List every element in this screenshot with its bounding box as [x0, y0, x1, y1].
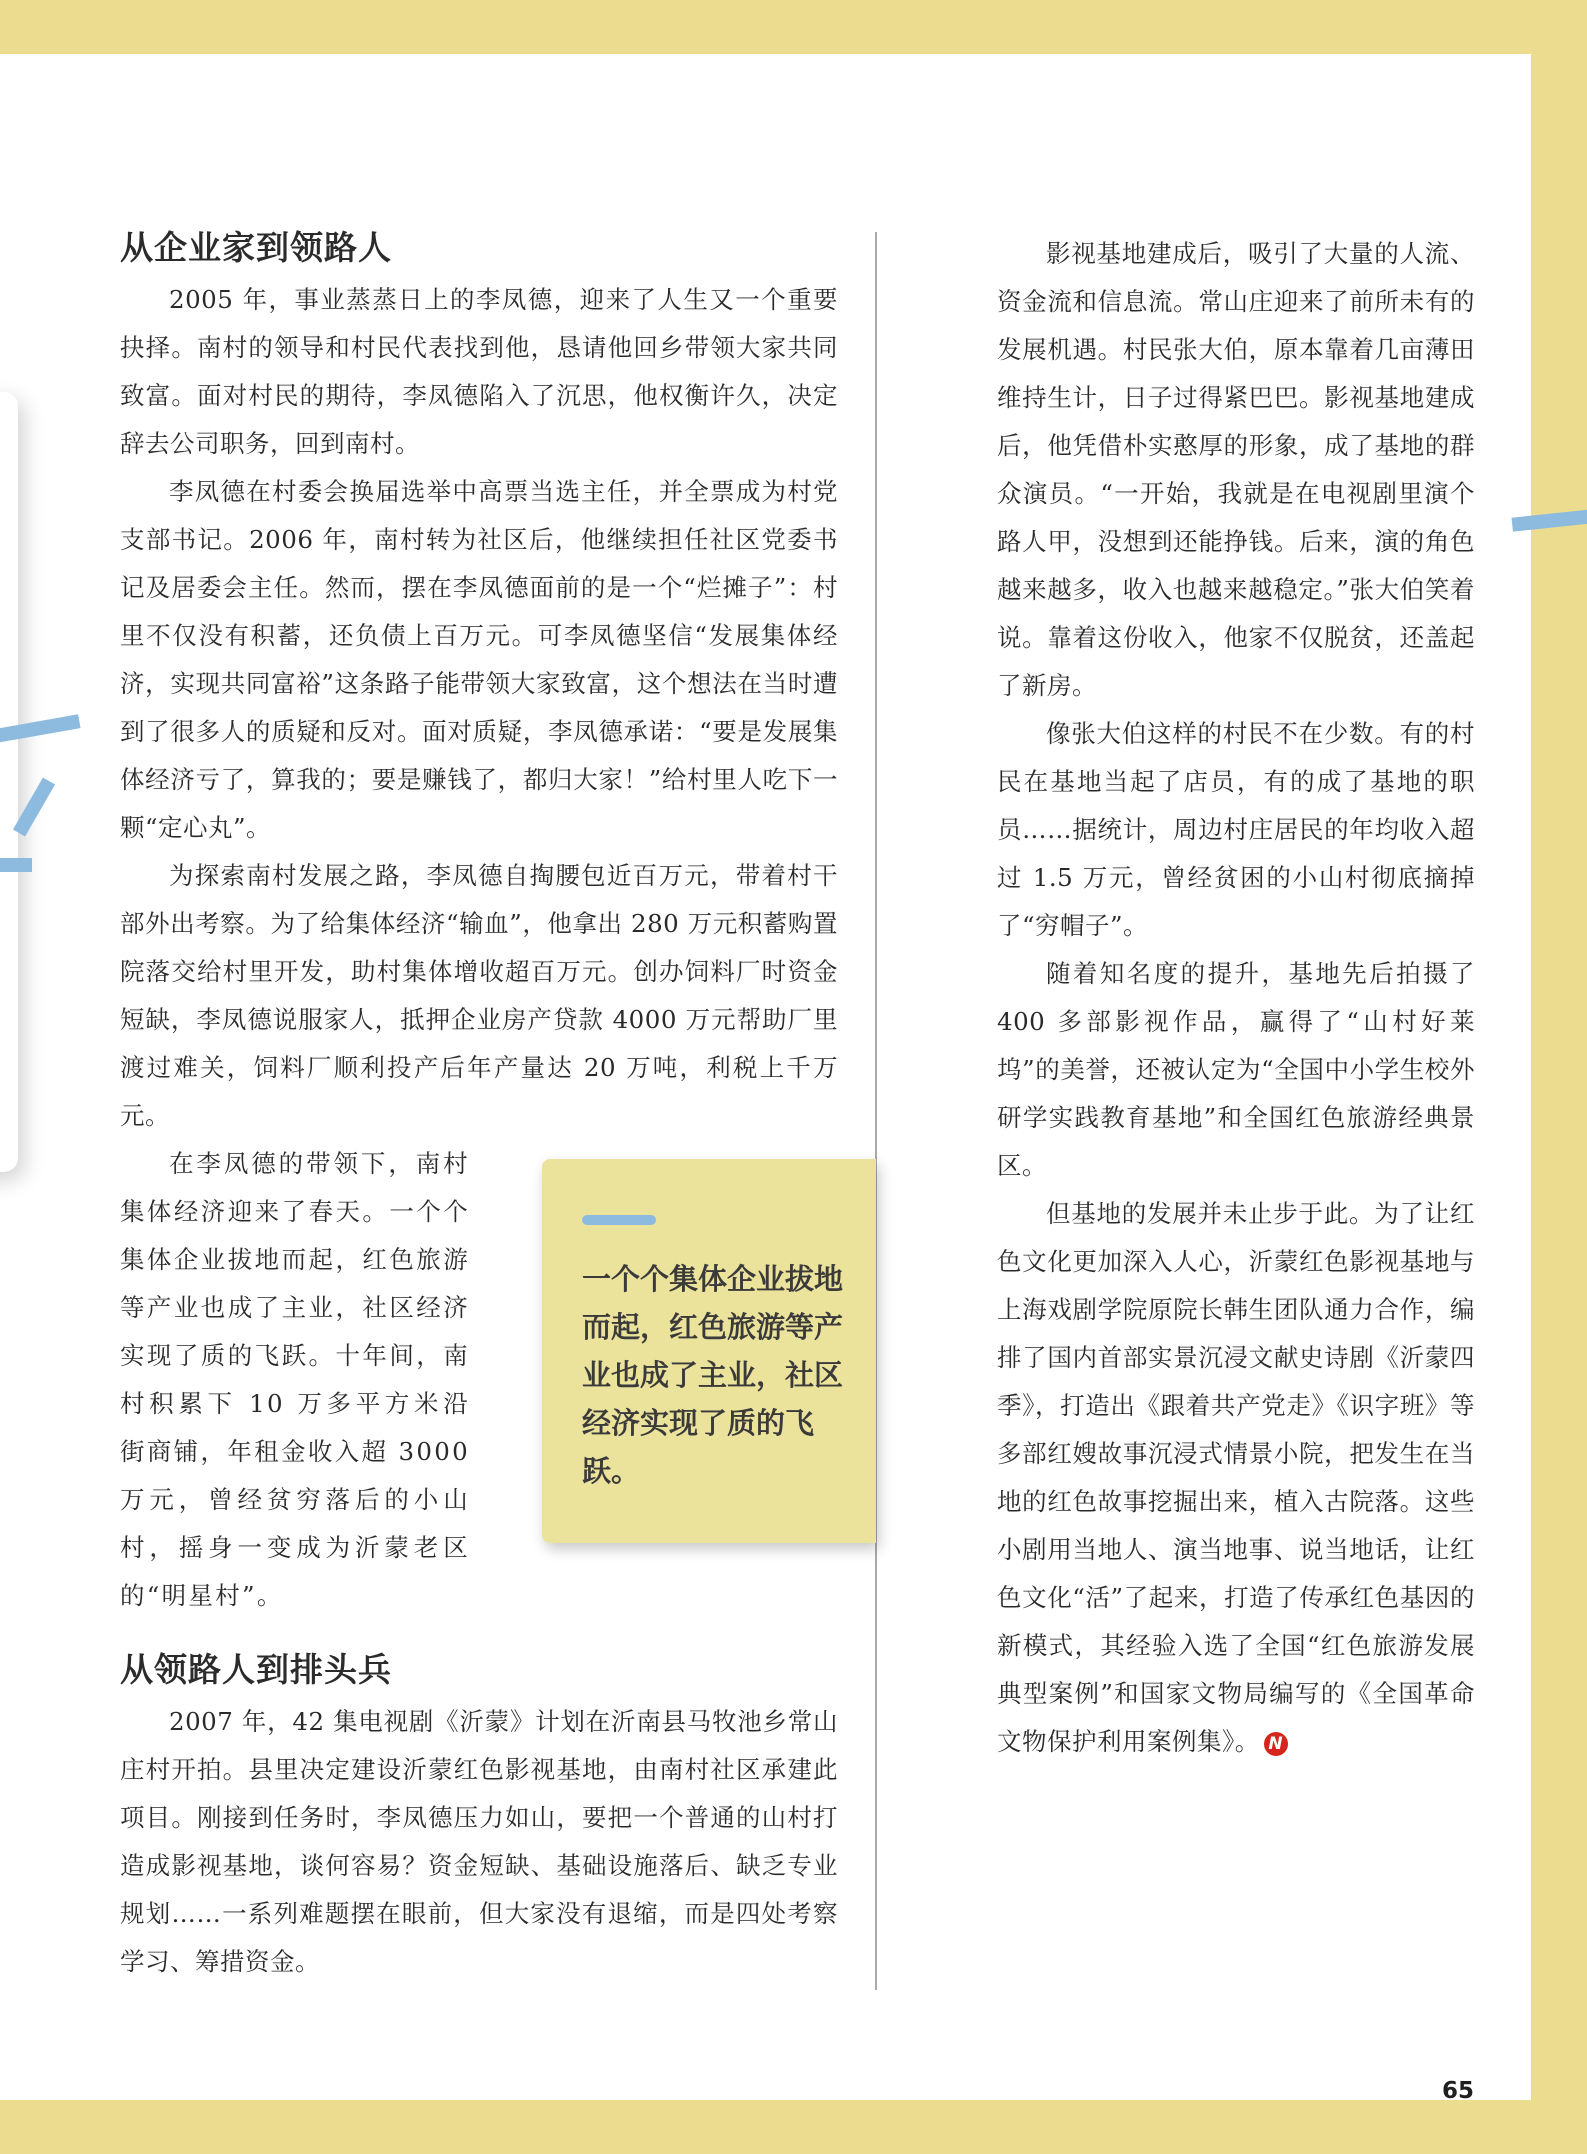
column-divider — [875, 232, 877, 1990]
paragraph: 影视基地建成后，吸引了大量的人流、资金流和信息流。常山庄迎来了前所未有的发展机遇。村民张大伯，原本靠着几亩薄田维持生计，日子过得紧巴巴。影视基地建成后，他凭借朴实憨厚的形象，成了基地的群众演员。“一开始，我就是在电视剧里演个路人甲，没想到还能挣钱。后来，演的角色越来越多，收入也越来越稳定。”张大伯笑着说。靠着这份收入，他家不仅脱贫，还盖起了新房。 — [997, 239, 1475, 700]
paragraph-text: 但基地的发展并未止步于此。为了让红色文化更加深入人心，沂蒙红色影视基地与上海戏剧学院原院长韩生团队通力合作，编排了国内首部实景沉浸文献史诗剧《沂蒙四季》，打造出《跟着共产党走》《识字班》等多部红嫂故事沉浸式情景小院，把发生在当地的红色故事挖掘出来，植入古院落。这些小剧用当地人、演当地事、说当地话，让红色文化“活”了起来，打造了传承红色基因的新模式，其经验入选了全国“红色旅游发展典型案例”和国家文物局编写的《全国革命文物保护利用案例集》。 — [997, 1199, 1475, 1756]
decorative-blue-stroke — [0, 858, 32, 872]
paragraph: 像张大伯这样的村民不在少数。有的村民在基地当起了店员，有的成了基地的职员……据统计，周边村庄居民的年均收入超过 1.5 万元，曾经贫困的小山村彻底摘掉了“穷帽子”。 — [997, 719, 1475, 940]
pull-quote-text: 一个个集体企业拔地而起，红色旅游等产业也成了主业，社区经济实现了质的飞跃。 — [582, 1262, 844, 1488]
pull-quote-box — [542, 1159, 876, 1543]
paragraph: 在李凤德的带领下，南村集体经济迎来了春天。一个个集体企业拔地而起，红色旅游等产业也成了主业，社区经济实现了质的飞跃。十年间，南村积累下 10 万多平方米沿街商铺，年租金收入超 3000 万元，曾经贫穷落后的小山村，摇身一变成为沂蒙老区的“明星村”。 — [120, 1149, 470, 1610]
right-column — [997, 230, 1475, 1766]
paragraph: 2007 年，42 集电视剧《沂蒙》计划在沂南县马牧池乡常山庄村开拍。县里决定建设沂蒙红色影视基地，由南村社区承建此项目。刚接到任务时，李凤德压力如山，要把一个普通的山村打造成影视基地，谈何容易？资金短缺、基础设施落后、缺乏专业规划……一系列难题摆在眼前，但大家没有退缩，而是四处考察学习、筹措资金。 — [120, 1707, 838, 1976]
paragraph: 李凤德在村委会换届选举中高票当选主任，并全票成为村党支部书记。2006 年，南村转为社区后，他继续担任社区党委书记及居委会主任。然而，摆在李凤德面前的是一个“烂摊子”：村里不仅没有积蓄，还负债上百万元。可李凤德坚信“发展集体经济，实现共同富裕”这条路子能带领大家致富，这个想法在当时遭到了很多人的质疑和反对。面对质疑，李凤德承诺：“要是发展集体经济亏了，算我的；要是赚钱了，都归大家！”给村里人吃下一颗“定心丸”。 — [120, 477, 838, 842]
pull-quote-accent-bar — [582, 1215, 656, 1225]
left-column — [120, 226, 838, 1986]
paragraph: 2005 年，事业蒸蒸日上的李凤德，迎来了人生又一个重要抉择。南村的领导和村民代表找到他，恳请他回乡带领大家共同致富。面对村民的期待，李凤德陷入了沉思，他权衡许久，决定辞去公司职务，回到南村。 — [120, 285, 838, 458]
paragraph: 为探索南村发展之路，李凤德自掏腰包近百万元，带着村干部外出考察。为了给集体经济“输血”，他拿出 280 万元积蓄购置院落交给村里开发，助村集体增收超百万元。创办饲料厂时资金短缺，李凤德说服家人，抵押企业房产贷款 4000 万元帮助厂里渡过难关，饲料厂顺利投产后年产量达 20 万吨，利税上千万元。 — [120, 861, 838, 1130]
section-heading-1: 从企业家到领路人 — [120, 228, 392, 267]
section-heading-2: 从领路人到排头兵 — [120, 1650, 392, 1689]
paragraph-last — [997, 1190, 1475, 1766]
page-number: 65 — [1442, 2078, 1475, 2104]
decorative-side-card — [0, 392, 18, 1172]
end-mark-icon: N — [1264, 1732, 1288, 1756]
paragraph: 随着知名度的提升，基地先后拍摄了 400 多部影视作品，赢得了“山村好莱坞”的美誉，还被认定为“全国中小学生校外研学实践教育基地”和全国红色旅游经典景区。 — [997, 959, 1475, 1180]
